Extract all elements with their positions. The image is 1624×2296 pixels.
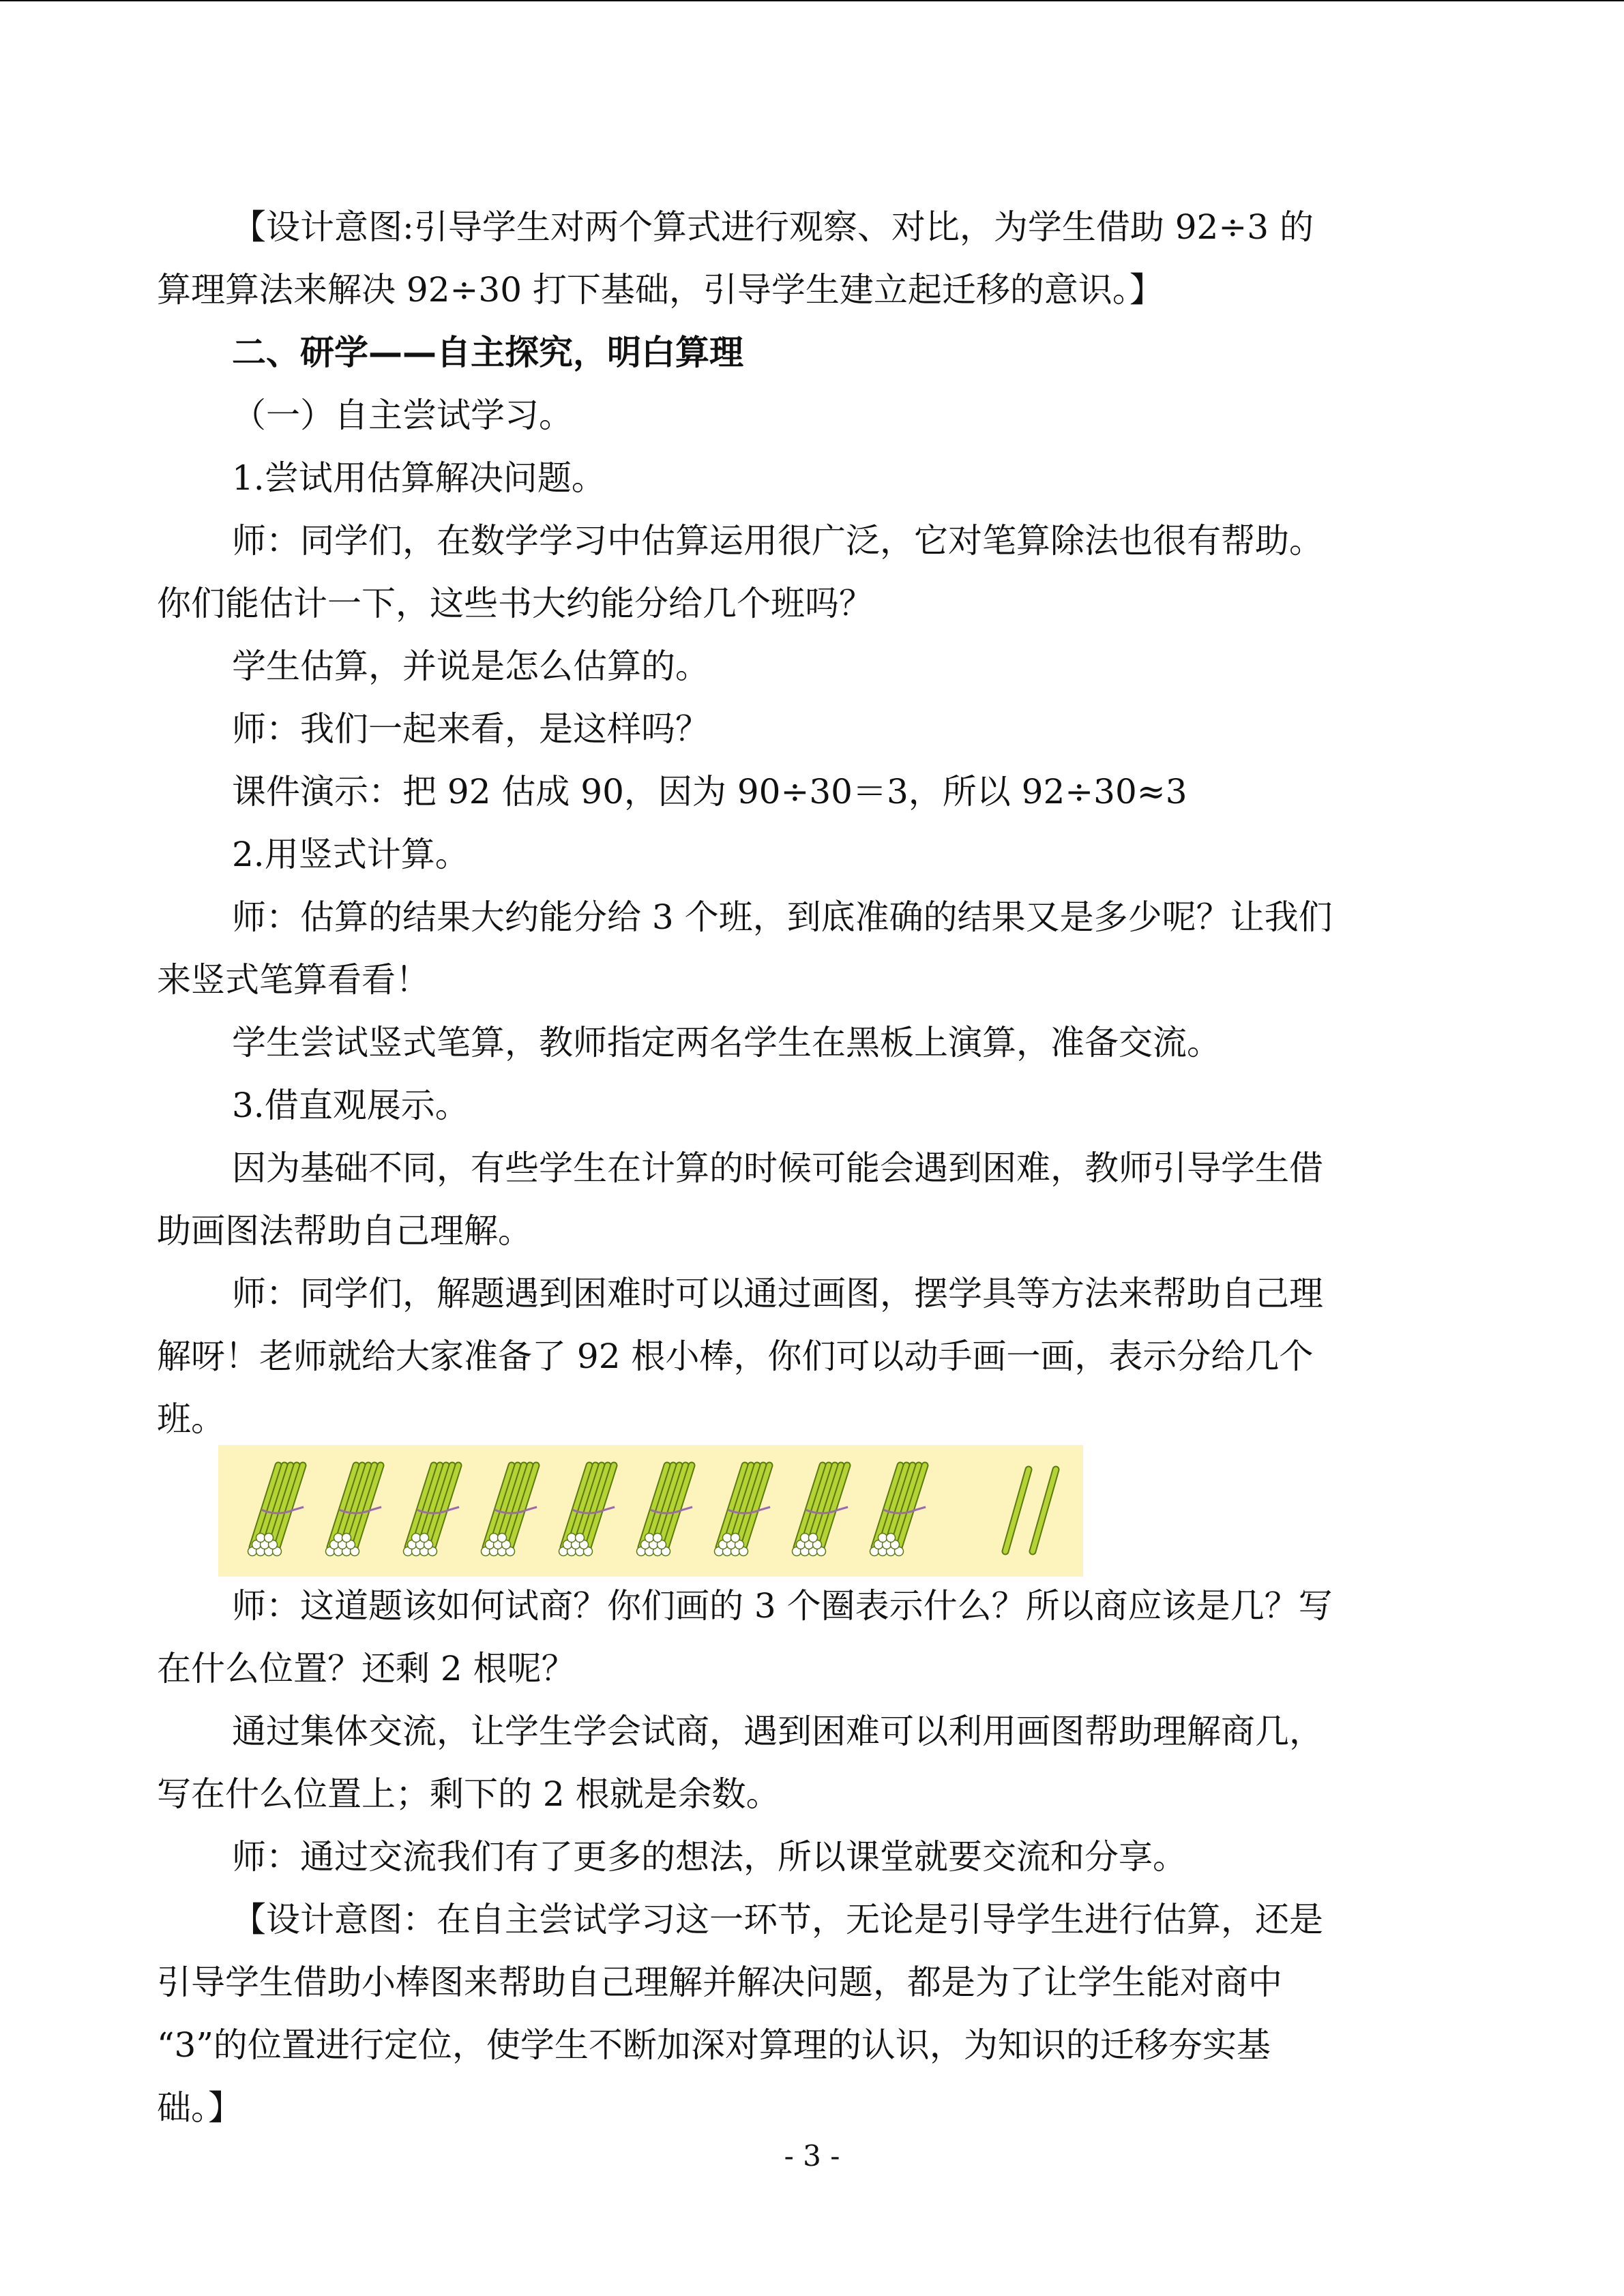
stick-bundle (248, 1465, 304, 1556)
paragraph-line: 在什么位置？还剩 2 根呢？ (157, 1649, 576, 1688)
design-intent-paragraph-1-line-1: 【设计意图:引导学生对两个算式进行观察、对比，为学生借助 92÷3 的 (232, 207, 1314, 247)
stick-bundle (326, 1465, 382, 1556)
stick-bundle (482, 1465, 537, 1556)
stick-bundle (404, 1465, 460, 1556)
paragraph-line: 来竖式笔算看看！ (157, 960, 430, 1000)
design-intent-paragraph-2-line-4: 础。】 (157, 2088, 242, 2128)
subsection-heading: （一）自主尝试学习。 (232, 396, 573, 435)
paragraph-line: 师：我们一起来看，是这样吗？ (232, 709, 709, 749)
paragraph-line: 解呀！老师就给大家准备了 92 根小棒，你们可以动手画一画，表示分给几个 (157, 1337, 1314, 1376)
design-intent-paragraph-1-line-2: 算理算法来解决 92÷30 打下基础，引导学生建立起迁移的意识。】 (157, 270, 1164, 310)
paragraph-line: 学生估算，并说是怎么估算的。 (232, 646, 709, 686)
stick-bundle (715, 1465, 771, 1556)
stick-bundle (559, 1465, 615, 1556)
paragraph-line: 学生尝试竖式笔算，教师指定两名学生在黑板上演算，准备交流。 (232, 1023, 1221, 1062)
paragraph-line: 因为基础不同，有些学生在计算的时候可能会遇到困难，教师引导学生借 (232, 1148, 1323, 1188)
page-number: - 3 - (784, 2139, 840, 2173)
paragraph-line: 通过集体交流，让学生学会试商，遇到困难可以利用画图帮助理解商几， (232, 1712, 1323, 1751)
paragraph-line: 师：通过交流我们有了更多的想法，所以课堂就要交流和分享。 (232, 1837, 1187, 1877)
paragraph-line: 师：同学们，解题遇到困难时可以通过画图，摆学具等方法来帮助自己理 (232, 1274, 1323, 1313)
single-stick (1005, 1470, 1029, 1551)
design-intent-paragraph-2-line-2: 引导学生借助小棒图来帮助自己理解并解决问题，都是为了让学生能对商中 (157, 1963, 1282, 2002)
design-intent-paragraph-2-line-1: 【设计意图：在自主尝试学习这一环节，无论是引导学生进行估算，还是 (232, 1900, 1323, 1939)
paragraph-line: 师：估算的结果大约能分给 3 个班，到底准确的结果又是多少呢？让我们 (232, 897, 1333, 937)
step-1-heading: 1.尝试用估算解决问题。 (232, 458, 606, 498)
paragraph-line: 师：同学们，在数学学习中估算运用很广泛，它对笔算除法也很有帮助。 (232, 521, 1323, 561)
stick-bundle (793, 1465, 848, 1556)
section-heading: 二、研学——自主探究，明白算理 (232, 333, 743, 372)
stick-bundle (870, 1465, 926, 1556)
step-3-heading: 3.借直观展示。 (232, 1086, 469, 1125)
step-2-heading: 2.用竖式计算。 (232, 835, 469, 874)
stick-bundle (637, 1465, 693, 1556)
paragraph-line: 班。 (157, 1399, 225, 1439)
paragraph-line: 你们能估计一下，这些书大约能分给几个班吗？ (157, 584, 873, 623)
paragraph-line: 写在什么位置上；剩下的 2 根就是余数。 (157, 1774, 780, 1814)
sticks-drawing (218, 1445, 1083, 1577)
courseware-demo-line: 课件演示：把 92 估成 90，因为 90÷30＝3，所以 92÷30≈3 (232, 772, 1187, 811)
paragraph-line: 助画图法帮助自己理解。 (157, 1211, 532, 1251)
design-intent-paragraph-2-line-3: “3”的位置进行定位，使学生不断加深对算理的认识，为知识的迁移夯实基 (157, 2025, 1271, 2065)
single-stick (1033, 1470, 1056, 1551)
counting-sticks-illustration (218, 1445, 1083, 1577)
paragraph-line: 师：这道题该如何试商？你们画的 3 个圈表示什么？所以商应该是几？写 (232, 1586, 1333, 1626)
